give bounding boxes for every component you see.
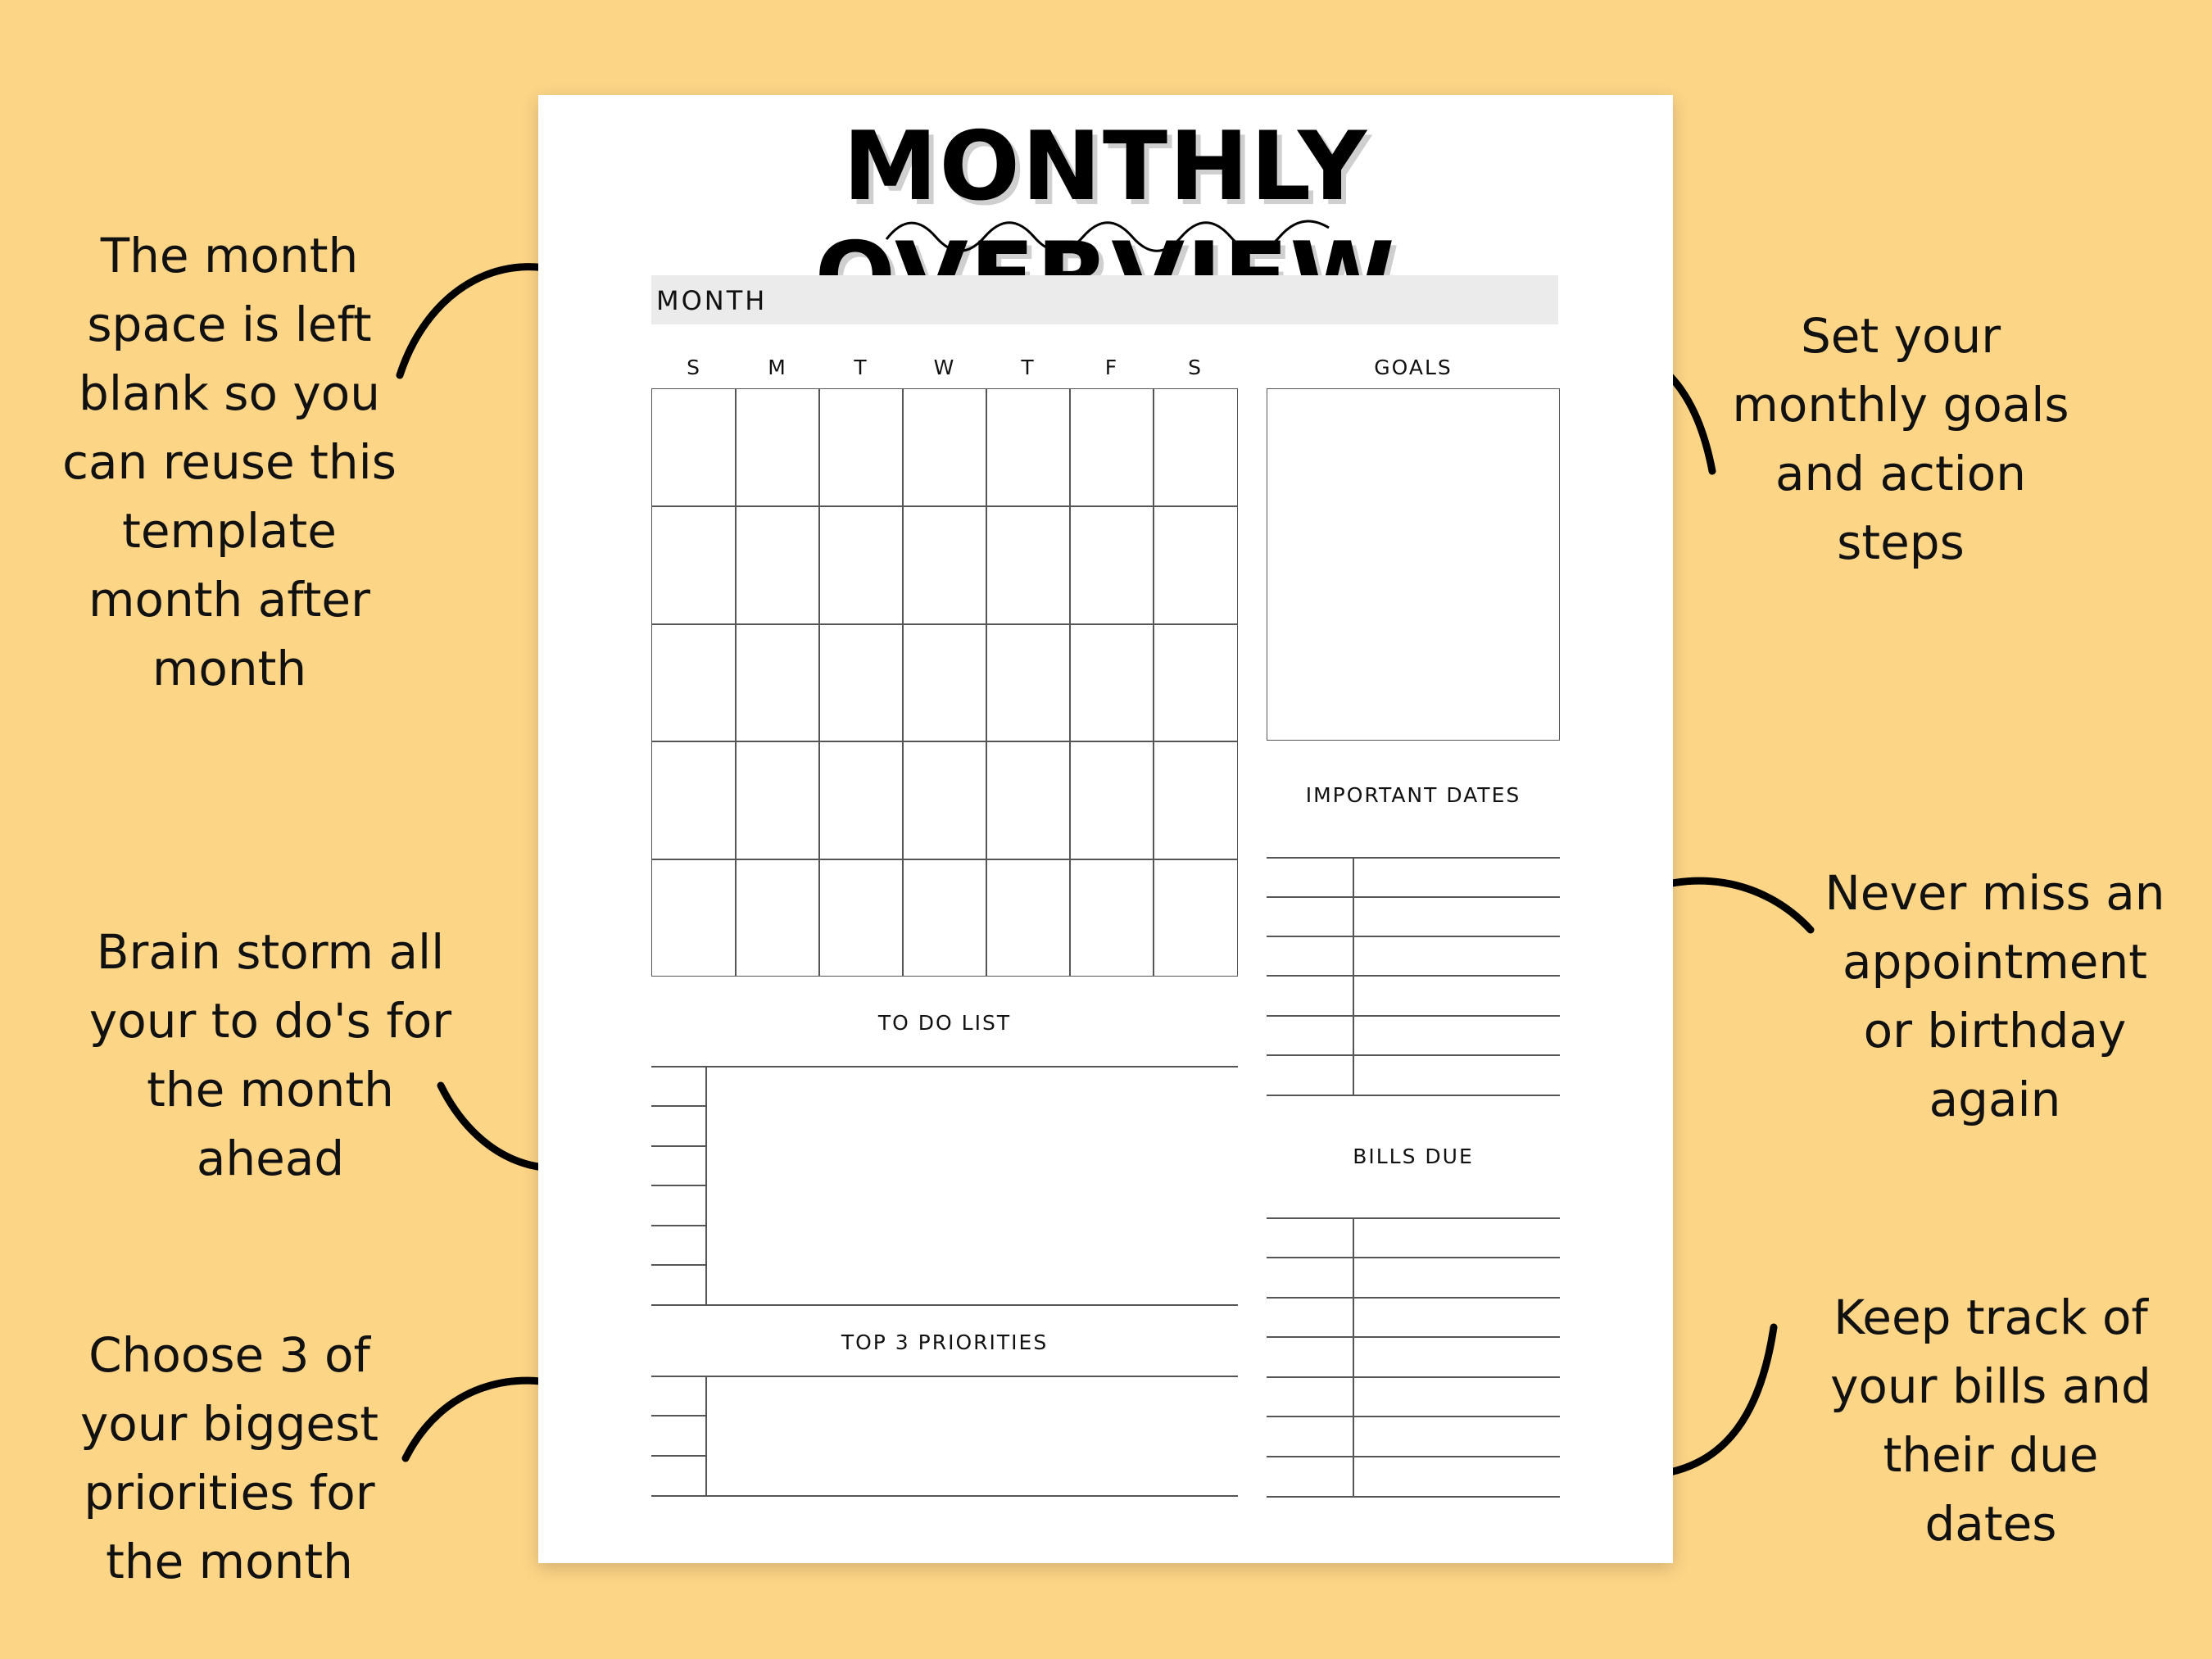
todo-heading: TO DO LIST: [877, 1011, 1012, 1035]
weekday-label: S: [1188, 356, 1201, 379]
todo-list[interactable]: [651, 1066, 1238, 1307]
bills-due-heading: BILLS DUE: [1353, 1145, 1474, 1168]
calendar-grid[interactable]: [651, 388, 1238, 977]
month-label: MONTH: [656, 285, 768, 316]
priorities-list[interactable]: [651, 1376, 1238, 1497]
important-dates-table[interactable]: [1267, 857, 1560, 1096]
bills-due-table[interactable]: [1267, 1217, 1560, 1498]
annotation-goals: Set your monthly goals and action steps: [1732, 308, 2069, 570]
weekday-label: W: [933, 356, 954, 379]
weekday-label: T: [1021, 356, 1034, 379]
wave-divider-icon: [878, 218, 1337, 256]
annotation-todo: Brain storm all your to do's for the month ahead: [88, 924, 452, 1186]
planner-page: [538, 95, 1673, 1563]
goals-heading: GOALS: [1374, 356, 1453, 379]
goals-box[interactable]: [1267, 388, 1560, 741]
annotation-priorities: Choose 3 of your biggest priorities for the month: [79, 1327, 379, 1589]
annotation-bills: Keep track of your bills and their due dates: [1830, 1290, 2151, 1552]
weekday-label: M: [768, 356, 786, 379]
weekday-label: F: [1104, 356, 1117, 379]
month-field[interactable]: [651, 275, 1558, 324]
weekday-label: T: [854, 356, 867, 379]
weekday-label: S: [687, 356, 700, 379]
page-title: MONTHLY: [842, 111, 1369, 222]
important-dates-heading: IMPORTANT DATES: [1305, 783, 1521, 807]
priorities-heading: TOP 3 PRIORITIES: [841, 1330, 1049, 1354]
annotation-month: The month space is left blank so you can reuse this template month after month: [62, 228, 397, 696]
annotation-dates: Never miss an appointment or birthday again: [1824, 865, 2165, 1127]
